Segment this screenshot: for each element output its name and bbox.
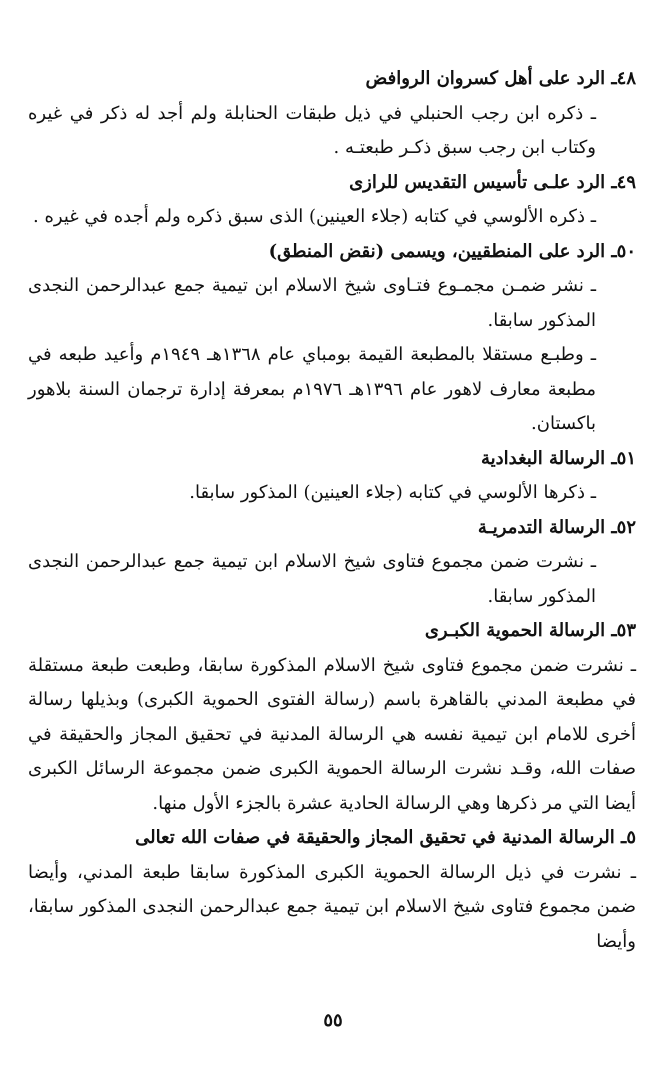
section-heading-5: ٥ـ الرسالة المدنية في تحقيق المجاز والحقيقة في صفات الله تعالى bbox=[135, 827, 636, 848]
document-page bbox=[28, 62, 636, 959]
paragraph: ـ نشر ضمـن مجمـوع فتـاوى شيخ الاسلام ابن تيمية جمع عبدالرحمن النجدى المذكور سابقا. bbox=[28, 275, 596, 331]
section-heading-52: ٥٢ـ الرسالة التدمريـة bbox=[477, 516, 636, 538]
paragraph: ـ ذكره الألوسي في كتابه (جلاء العينين) الذى سبق ذكره ولم أجده في غيره . bbox=[33, 206, 596, 227]
paragraph: ـ نشرت ضمن مجموع فتاوى شيخ الاسلام ابن تيمية جمع عبدالرحمن النجدى المذكور سابقا. bbox=[28, 551, 596, 607]
section-heading-53: ٥٣ـ الرسالة الحموية الكبـرى bbox=[424, 620, 636, 641]
paragraph: ـ نشرت ضمن مجموع فتاوى شيخ الاسلام المذكورة سابقا، وطبعت طبعة مستقلة في مطبعة المدني بالقاهرة باسم (رسالة الفتوى الحموية الكبرى) وبذيلها رسالة أخرى للامام ابن تيمية نفسه هي الرسالة المدنية في تحقيق المجاز والحقيقة في صفات الله، وقـد نشرت الرسالة الحموية الكبرى ضمن مجموعة الرسائل الكبرى أيضا التي مر ذكرها وهي الرسالة الحادية عشرة بالجزء الأول منها. bbox=[28, 654, 636, 814]
section-heading-50: ٥٠ـ الرد على المنطقيين، ويسمى (نقض المنطق) bbox=[268, 240, 636, 262]
section-heading-51: ٥١ـ الرسالة البغدادية bbox=[481, 447, 636, 469]
paragraph: ـ ذكره ابن رجب الحنبلي في ذيل طبقات الحنابلة ولم أجد له ذكر في غيره وكتاب ابن رجب سبق ذكـر طبعتـه . bbox=[28, 102, 596, 158]
paragraph: ـ نشرت في ذيل الرسالة الحموية الكبرى المذكورة سابقا طبعة المدني، وأيضا ضمن مجموع فتاوى شيخ الاسلام ابن تيمية جمع عبدالرحمن النجدى المذكور سابقا، وأيضا bbox=[28, 861, 636, 952]
paragraph: ـ ذكرها الألوسي في كتابه (جلاء العينين) المذكور سابقا. bbox=[189, 482, 596, 503]
section-heading-49: ٤٩ـ الرد علـى تأسيس التقديس للرازى bbox=[349, 171, 636, 193]
section-heading-48: ٤٨ـ الرد على أهل كسروان الروافض bbox=[365, 68, 636, 89]
paragraph: ـ وطبـع مستقلا بالمطبعة القيمة بومباي عام ١٣٦٨هـ ١٩٤٩م وأعيد طبعه في مطبعة معارف لاهور عام ١٣٩٦هـ ١٩٧٦م بمعرفة إدارة ترجمان السنة بلاهور باكستان. bbox=[28, 344, 596, 434]
page-number: ٥٥ bbox=[323, 1010, 343, 1031]
